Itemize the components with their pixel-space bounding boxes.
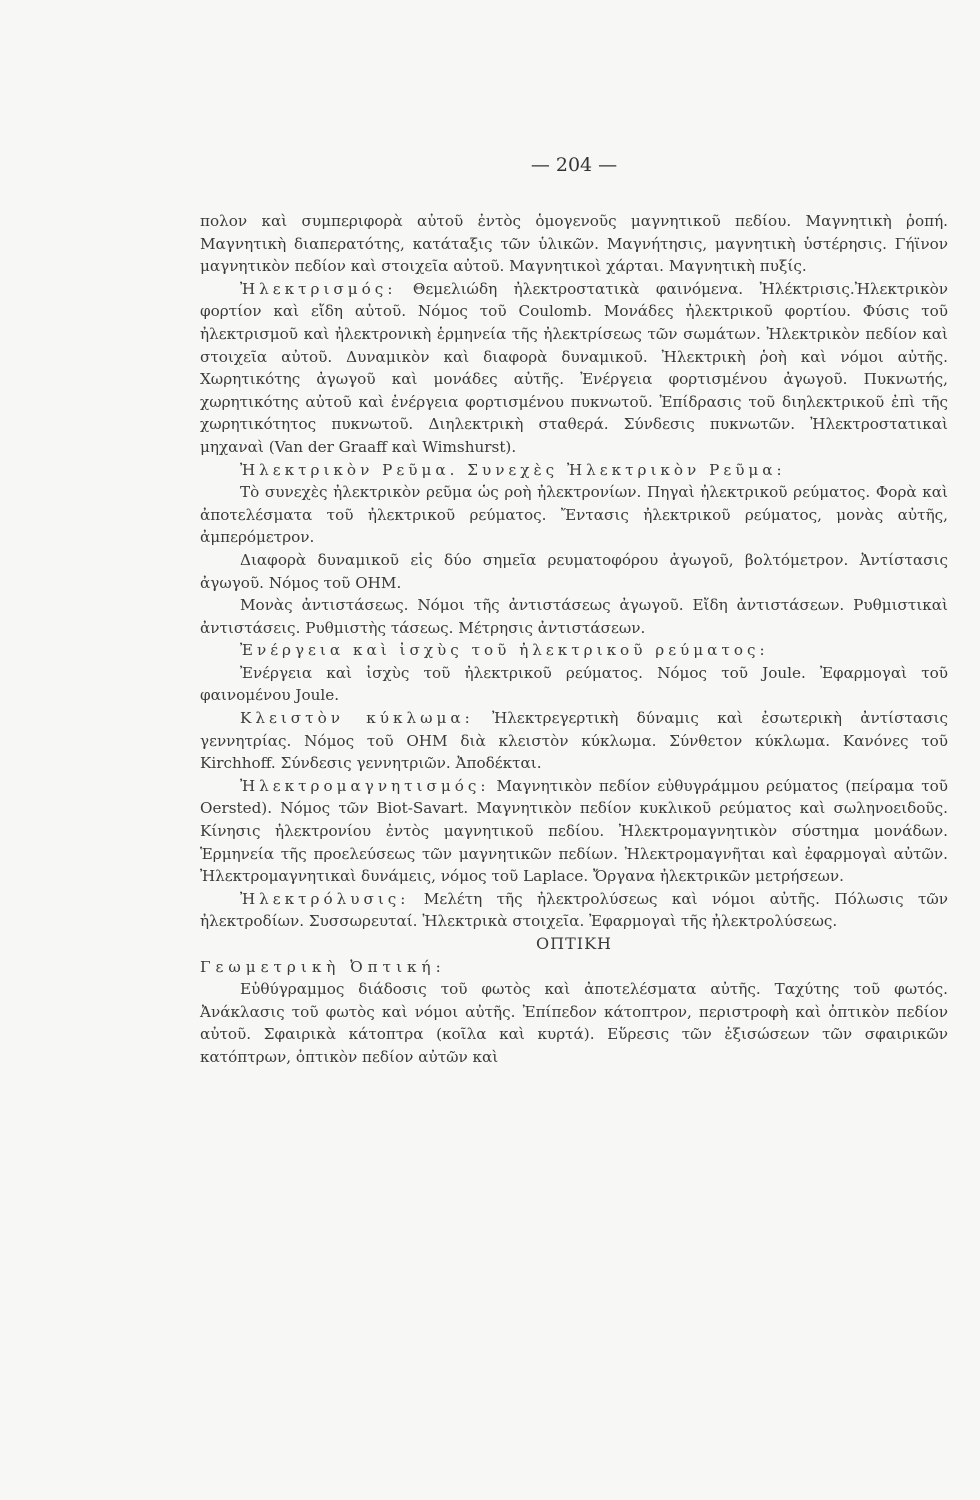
paragraph-electricity bbox=[200, 278, 948, 459]
heading-energy-power: Ἐνέργεια καὶ ἰσχὺς τοῦ ἠλεκτρικοῦ ρεύματος: bbox=[240, 641, 769, 660]
text-closed-circuit: Ἠλεκτρεγερτικὴ δύναμις καὶ ἐσωτερικὴ ἀντίστασις γεννητρίας. Νόμος τοῦ OHM διὰ κλειστὸν κύκλωμα. Σύνθετον κύκλωμα. Κανόνες τοῦ Kirchhoff. Σύνδεσις γεννητριῶν. Ἀποδέκται. bbox=[200, 709, 948, 773]
page-number: — 204 — bbox=[530, 154, 618, 176]
paragraph-electromagnetism bbox=[200, 775, 948, 888]
heading-electricity: Ἠλεκτρισμός: bbox=[240, 279, 397, 298]
heading-closed-circuit: Κλειστὸν κύκλωμα: bbox=[240, 709, 474, 728]
paragraph-resistance: Μονὰς ἀντιστάσεως. Νόμοι τῆς ἀντιστάσεως ἀγωγοῦ. Εἴδη ἀντιστάσεων. Ρυθμιστικαὶ ἀντιστάσεις. Ρυθμιστὴς τάσεως. Μέτρησις ἀντιστάσεων. bbox=[200, 596, 948, 637]
heading-geometric-optics: Γεωμετρικὴ Ὀπτική: bbox=[200, 957, 446, 976]
document-page bbox=[200, 150, 948, 1470]
paragraph-energy-power: Ἐνέργεια καὶ ἰσχὺς τοῦ ἠλεκτρικοῦ ρεύματος. Νόμος τοῦ Joule. Ἐφαρμογαὶ τοῦ φαινομένου Joule. bbox=[200, 663, 948, 705]
heading-electric-current: Ἠλεκτρικὸν Ρεῦμα. Συνεχὲς Ἠλεκτρικὸν Ρεῦμα: bbox=[240, 460, 786, 479]
text-electrolysis: Μελέτη τῆς ἠλεκτρολύσεως καὶ νόμοι αὐτῆς. Πόλωσις τῶν ἠλεκτροδίων. Συσσωρευταί. Ἠλεκτρικὰ στοιχεῖα. Ἐφαρμογαὶ τῆς ἠλεκτρολύσεως. bbox=[200, 889, 948, 931]
body-text bbox=[200, 210, 948, 1069]
paragraph-magnetism-end: πολον καὶ συμπεριφορὰ αὐτοῦ ἐντὸς ὁμογενοῦς μαγνητικοῦ πεδίου. Μαγνητικὴ ῥοπή. Μαγνητικὴ διαπερατότης, κατάταξις τῶν ὑλικῶν. Μαγνήτησις, μαγνητικὴ ὑστέρησις. Γήϊνον μαγνητικὸν πεδίον καὶ στοιχεῖα αὐτοῦ. Μαγνητικοὶ χάρται. Μαγνητικὴ πυξίς. bbox=[200, 212, 948, 276]
paragraph-closed-circuit bbox=[200, 707, 948, 775]
section-title-optics: ΟΠΤΙΚΗ bbox=[536, 934, 612, 953]
paragraph-direct-current: Τὸ συνεχὲς ἠλεκτρικὸν ρεῦμα ὡς ροὴ ἠλεκτρονίων. Πηγαὶ ἠλεκτρικοῦ ρεύματος. Φορὰ καὶ ἀποτελέσματα τοῦ ἠλεκτρικοῦ ρεύματος. Ἔντασις ἠλεκτρικοῦ ρεύματος, μονὰς αὐτῆς, ἀμπερόμετρον. bbox=[200, 483, 948, 547]
text-electricity: Θεμελιώδη ἠλεκτροστατικὰ φαινόμενα. Ἠλέκτρισις.Ἠλεκτρικὸν φορτίον καὶ εἴδη αὐτοῦ. Νόμος τοῦ Coulomb. Μονάδες ἠλεκτρικοῦ φορτίου. Φύσις τοῦ ἠλεκτρισμοῦ καὶ ἠλεκτρονικὴ ἑρμηνεία τῆς ἠλεκτρίσεως τῶν σωμάτων. Ἠλεκτρικὸν πεδίον καὶ στοιχεῖα αὐτοῦ. Δυναμικὸν καὶ διαφορὰ δυναμικοῦ. Ἠλεκτρικὴ ῥοὴ καὶ νόμοι αὐτῆς. Χωρητικότης ἀγωγοῦ καὶ μονάδες αὐτῆς. Ἐνέργεια φορτισμένου ἀγωγοῦ. Πυκνωτής, χωρητικότης αὐτοῦ καὶ ἐνέργεια φορτισμένου πυκνωτοῦ. Ἐπίδρασις τοῦ διηλεκτρικοῦ ἐπὶ τῆς χωρητικότητος πυκνωτοῦ. Διηλεκτρικὴ σταθερά. Σύνδεσις πυκνωτῶν. Ἠλεκτροστατικαὶ μηχαναὶ (Van der Graaff καὶ Wimshurst). bbox=[200, 279, 948, 456]
text-electromagnetism: Μαγνητικὸν πεδίον εὐθυγράμμου ρεύματος (πείραμα τοῦ Oersted). Νόμος τῶν Biot-Savart. Μαγνητικὸν πεδίον κυκλικοῦ ρεύματος καὶ σωληνοειδοῦς. Κίνησις ἠλεκτρονίου ἐντὸς μαγνητικοῦ πεδίου. Ἠλεκτρομαγνητικὸν σύστημα μονάδων. Ἑρμηνεία τῆς προελεύσεως τῶν μαγνητικῶν πεδίων. Ἠλεκτρομαγνῆται καὶ ἐφαρμογαὶ αὐτῶν. Ἠλεκτρομαγνητικαὶ δυνάμεις, νόμος τοῦ Laplace. Ὄργανα ἠλεκτρικῶν μετρήσεων. bbox=[200, 776, 949, 886]
paragraph-potential-difference: Διαφορὰ δυναμικοῦ εἰς δύο σημεῖα ρευματοφόρου ἀγωγοῦ, βολτόμετρον. Ἀντίστασις ἀγωγοῦ. Νόμος τοῦ OHM. bbox=[200, 550, 948, 592]
heading-electrolysis: Ἠλεκτρόλυσις: bbox=[240, 889, 410, 908]
heading-electromagnetism: Ἠλεκτρομαγνητισμός: bbox=[240, 776, 490, 795]
paragraph-geometric-optics: Εὐθύγραμμος διάδοσις τοῦ φωτὸς καὶ ἀποτελέσματα αὐτῆς. Ταχύτης τοῦ φωτός. Ἀνάκλασις τοῦ φωτὸς καὶ νόμοι αὐτῆς. Ἐπίπεδον κάτοπτρον, περιστροφὴ καὶ ὀπτικὸν πεδίον αὐτοῦ. Σφαιρικὰ κάτοπτρα (κοῖλα καὶ κυρτά). Εὕρεσις τῶν ἐξισώσεων τῶν σφαιρικῶν κατόπτρων, ὀπτικὸν πεδίον αὐτῶν καὶ bbox=[200, 980, 948, 1066]
paragraph-electrolysis bbox=[200, 888, 948, 933]
